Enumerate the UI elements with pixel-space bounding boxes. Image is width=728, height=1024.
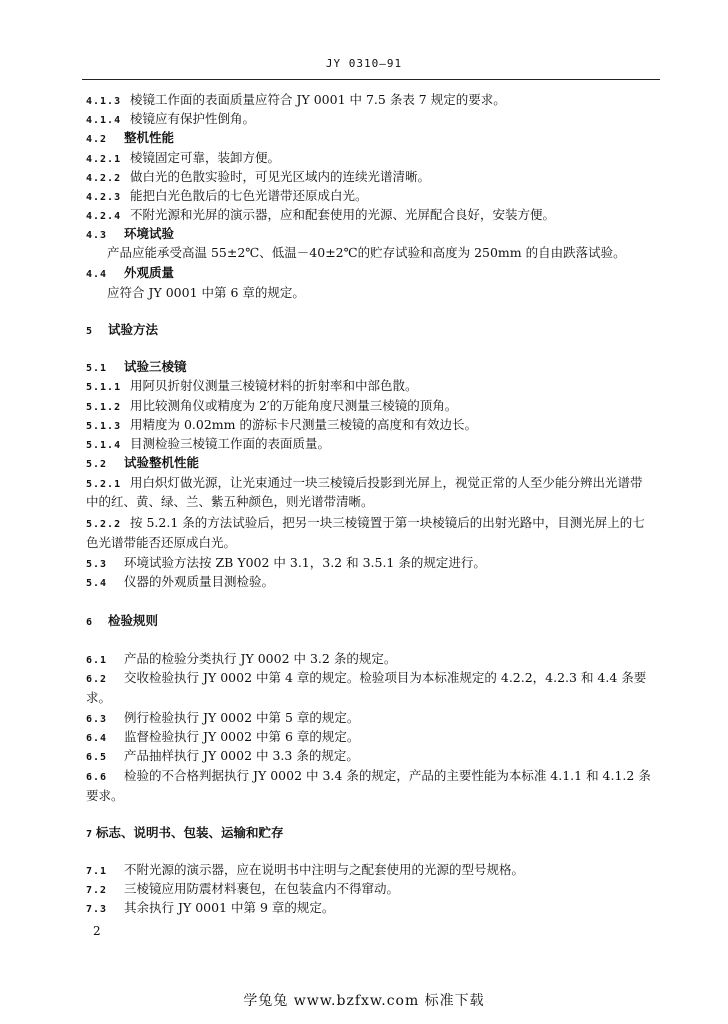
clause-6-6-cont — [86, 788, 656, 804]
clause-text: 交收检验执行 JY 0002 中第 4 章的规定。检验项目为本标准规定的 4.2.2，4.2.3 和 4.4 条要 — [124, 670, 647, 685]
clause-number: 4.2.3 — [86, 192, 122, 203]
clause-number: 5.2.2 — [86, 519, 122, 530]
clause-text: 棱镜应有保护性倒角。 — [130, 111, 256, 126]
heading-text: 试验方法 — [108, 322, 159, 337]
clause-number: 5.4 — [86, 578, 108, 589]
heading-text: 试验三棱镜 — [124, 359, 187, 374]
clause-text: 产品的检验分类执行 JY 0002 中 3.2 条的规定。 — [124, 651, 397, 666]
chapter-number: 7 — [86, 829, 94, 840]
clause-4-4-body — [107, 285, 677, 301]
heading-text: 检验规则 — [108, 613, 159, 628]
clause-number: 6.4 — [86, 733, 108, 744]
clause-number: 7.2 — [86, 885, 108, 896]
clause-text: 不附光源和光屏的演示器，应和配套使用的光源、光屏配合良好，安装方便。 — [130, 207, 556, 222]
clause-text: 仪器的外观质量目测检验。 — [124, 574, 275, 589]
clause-5-1-2 — [86, 398, 656, 416]
clause-number: 4.2 — [86, 134, 108, 145]
clause-text: 用精度为 0.02mm 的游标卡尺测量三棱镜的高度和有效边长。 — [130, 417, 477, 432]
clause-7-1 — [86, 862, 656, 880]
section-4-4-heading — [86, 265, 656, 283]
clause-text: 中的红、黄、绿、兰、紫五种颜色，则光谱带清晰。 — [86, 494, 374, 509]
section-5-1-heading — [86, 359, 656, 377]
section-4-3-heading — [86, 226, 656, 244]
clause-4-2-3 — [86, 188, 656, 206]
chapter-6-heading — [86, 613, 656, 631]
heading-text: 标志、说明书、包装、运输和贮存 — [96, 825, 284, 840]
clause-5-4 — [86, 574, 656, 592]
clause-6-3 — [86, 710, 656, 728]
heading-text: 整机性能 — [124, 130, 175, 145]
clause-text: 三棱镜应用防震材料裹包，在包装盒内不得窜动。 — [124, 881, 400, 896]
clause-text: 按 5.2.1 条的方法试验后，把另一块三棱镜置于第一块棱镜后的出射光路中，目测光屏上的七 — [130, 515, 645, 530]
clause-text: 应符合 JY 0001 中第 6 章的规定。 — [107, 285, 305, 300]
page-number: 2 — [93, 924, 101, 938]
clause-text: 环境试验方法按 ZB Y002 中 3.1，3.2 和 3.5.1 条的规定进行。 — [124, 555, 486, 570]
clause-number: 5.1.1 — [86, 382, 122, 393]
clause-6-6 — [86, 768, 656, 786]
clause-number: 4.1.4 — [86, 115, 122, 126]
clause-text: 产品应能承受高温 55±2℃、低温－40±2℃的贮存试验和高度为 250mm 的自由跌落试验。 — [107, 245, 626, 260]
heading-text: 试验整机性能 — [124, 455, 200, 470]
clause-text: 检验的不合格判据执行 JY 0002 中 3.4 条的规定，产品的主要性能为本标准 4.1.1 和 4.1.2 条 — [124, 768, 651, 783]
clause-text: 能把白光色散后的七色光谱带还原成白光。 — [130, 188, 368, 203]
clause-text: 不附光源的演示器，应在说明书中注明与之配套使用的光源的型号规格。 — [124, 862, 525, 877]
clause-4-1-4 — [86, 111, 656, 129]
clause-number: 4.2.4 — [86, 211, 122, 222]
clause-6-2-cont — [86, 690, 656, 706]
clause-text: 其余执行 JY 0001 中第 9 章的规定。 — [124, 900, 335, 915]
chapter-number: 5 — [86, 326, 94, 337]
clause-4-1-3 — [86, 92, 656, 110]
clause-5-3 — [86, 555, 656, 573]
clause-4-3-body — [107, 245, 677, 261]
clause-text: 要求。 — [86, 788, 124, 803]
clause-number: 5.2.1 — [86, 479, 122, 490]
clause-7-2 — [86, 881, 656, 899]
clause-text: 目测检验三棱镜工作面的表面质量。 — [130, 436, 331, 451]
clause-6-4 — [86, 729, 656, 747]
clause-5-2-1-cont — [86, 494, 656, 510]
clause-text: 用白炽灯做光源，让光束通过一块三棱镜后投影到光屏上，视觉正常的人至少能分辨出光谱带 — [130, 475, 643, 490]
download-site-footer: 学兔兔 www.bzfxw.com 标准下载 — [243, 993, 485, 1009]
clause-number: 5.3 — [86, 559, 108, 570]
clause-5-1-4 — [86, 436, 656, 454]
clause-text: 色光谱带能否还原成白光。 — [86, 535, 237, 550]
clause-number: 5.1 — [86, 363, 108, 374]
clause-6-5 — [86, 748, 656, 766]
heading-text: 环境试验 — [124, 226, 175, 241]
clause-5-1-1 — [86, 378, 656, 396]
clause-number: 6.3 — [86, 714, 108, 725]
clause-7-3 — [86, 900, 656, 918]
clause-number: 4.1.3 — [86, 96, 122, 107]
clause-number: 4.4 — [86, 269, 108, 280]
clause-number: 4.2.1 — [86, 154, 122, 165]
section-5-2-heading — [86, 455, 656, 473]
clause-text: 棱镜固定可靠，装卸方便。 — [130, 150, 281, 165]
clause-number: 6.1 — [86, 655, 108, 666]
clause-number: 5.2 — [86, 459, 108, 470]
clause-text: 监督检验执行 JY 0002 中第 6 章的规定。 — [124, 729, 360, 744]
clause-number: 5.1.3 — [86, 421, 122, 432]
clause-6-2 — [86, 670, 656, 688]
clause-text: 产品抽样执行 JY 0002 中 3.3 条的规定。 — [124, 748, 359, 763]
clause-number: 4.2.2 — [86, 173, 122, 184]
clause-number: 7.1 — [86, 866, 108, 877]
clause-text: 做白光的色散实验时，可见光区域内的连续光谱清晰。 — [130, 169, 431, 184]
clause-text: 用比较测角仪或精度为 2′的万能角度尺测量三棱镜的顶角。 — [130, 398, 458, 413]
clause-5-2-2 — [86, 515, 656, 533]
clause-5-2-2-cont — [86, 535, 656, 551]
chapter-number: 6 — [86, 617, 94, 628]
clause-number: 6.2 — [86, 674, 108, 685]
chapter-7-heading — [86, 825, 656, 843]
section-4-2-heading — [86, 130, 656, 148]
clause-number: 4.3 — [86, 230, 108, 241]
clause-4-2-4 — [86, 207, 656, 225]
clause-5-2-1 — [86, 475, 656, 493]
clause-5-1-3 — [86, 417, 656, 435]
standard-code-header: JY 0310—91 — [325, 57, 403, 70]
clause-number: 5.1.2 — [86, 402, 122, 413]
clause-number: 6.6 — [86, 772, 108, 783]
clause-text: 例行检验执行 JY 0002 中第 5 章的规定。 — [124, 710, 360, 725]
clause-text: 求。 — [86, 690, 112, 705]
clause-text: 棱镜工作面的表面质量应符合 JY 0001 中 7.5 条表 7 规定的要求。 — [130, 92, 506, 107]
clause-number: 6.5 — [86, 752, 108, 763]
chapter-5-heading — [86, 322, 656, 340]
header-rule — [82, 79, 660, 80]
clause-number: 5.1.4 — [86, 440, 122, 451]
clause-number: 7.3 — [86, 904, 108, 915]
heading-text: 外观质量 — [124, 265, 175, 280]
clause-4-2-1 — [86, 150, 656, 168]
clause-4-2-2 — [86, 169, 656, 187]
clause-text: 用阿贝折射仪测量三棱镜材料的折射率和中部色散。 — [130, 378, 418, 393]
clause-6-1 — [86, 651, 656, 669]
